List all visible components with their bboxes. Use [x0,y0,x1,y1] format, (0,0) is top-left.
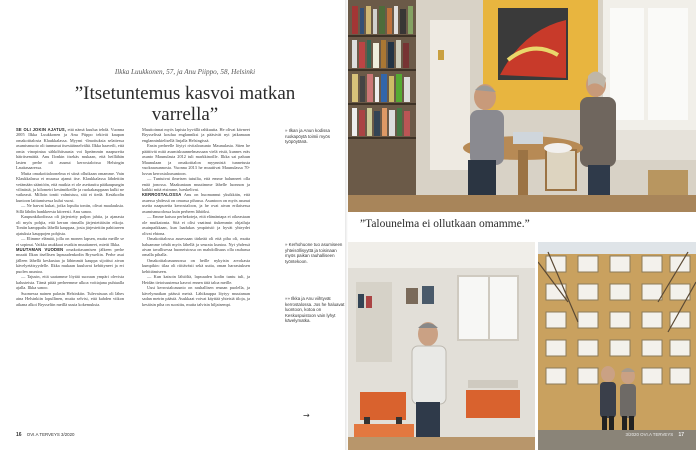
body-paragraph [16,214,124,236]
body-paragraph [16,274,124,290]
body-paragraph [142,285,250,307]
left-magazine-name: OVI.A TERVEYS 3/2020 [26,432,75,437]
paragraph-text: Suomessa nainen palasin Helsinkiin. Tulevaisuus oli lähes aina Helsinkiin lopullinen, mutta selvisi, että kahden viikon aikana alkoi Brysseliin meillä uusia kokemuksia. [16,290,124,307]
continue-arrow-icon: → [303,411,310,420]
pull-quote: ”Talounelma ei ollutkaan omamme.” [360,218,530,230]
paragraph-text: — Elimme elämää, jolla on monen lapsen, mutta meille se ei sopinut. Vaikka asukkaat ovatkin muuttaneet, mietti Ilkka. [16,236,124,247]
body-paragraph [16,291,124,307]
paragraph-text: Omakotitaloasunnossa on heille nykyisin arvokasta kumpikin: tilaa oli riittävästi sekä uutta, oman harrastuksen kehittämiseen. [142,257,250,274]
photo-caption-middle: » Kerhohuone tuo asumiseen yhteisöllisyyttä ja toisinaan myös paikan rauhalliseen työntekoon. [285,242,343,264]
paragraph-text: — Tuntuivat ilmeisen tutuilta, että emme halunneet olla enää jonossa. Maakuntaan muutimme lähelle luonnon ja kaikki mitä etsimme, lueskelivat. [142,176,250,192]
left-footer [16,432,74,438]
body-paragraph [142,236,250,258]
body-paragraph [16,203,124,214]
body-paragraph [142,143,250,176]
paragraph-text: — Emme katsoa perhekoteja, että elämäntapa ei oikeastaan ole mutkatonta. Sitä ei olisi vaatinut tiukemmin ohjailuja asuinpaikkaan, kun laadukas ympäristö ja hyvät yhteydet olivat ehtona. [142,214,250,236]
paragraph-text: Uusi kerrostaloasunto on rauhallisen reunan puolella, ja kävelymatkan päässä metsä. Lähikauppa löytyy muutaman sadan metrin päästä. Asukkaat voivat käyttää yhteisiä tiloja, ja kesäisin piha on suosittu, mutta talvisin hiljaisempi. [142,285,250,307]
body-paragraph [142,258,250,274]
photo-caption-right: »» Ilkka ja Anu viihtyvät kerrostalossa. Jos he haluavat luontoon, kotoa on Keskuspuistoon vain lyhyt kävelymatka. [285,296,345,324]
paragraph-text: että nämä kuulua tehdä. Vuonna 2005 Ilkka Luukkonen ja Anu Piippo tekivät kaupan omakotitalosta Klaukkalassa. Myymi -ilmoituksia selattessa asumismuoto oli tunnunut itsestäänselvältä. Ilkka haaveili, että omia vinopintaa sähköhitsausta voi lipeämmin naapureita häiritsemättä. Anu Ilonkin itsekäs mukaan, että heillähän lasten perhe oli asunut kerrostaloissa Helsingin Lauttasaaressa. [16,127,124,171]
section-lead: SE OLI JOKIN AJATUS, [16,127,67,132]
body-paragraph [16,171,124,204]
body-paragraph [16,247,124,274]
article-headline: ”Itsetuntemus kasvoi matkan varrella” [74,83,296,125]
right-page-number: 17 [678,432,684,438]
body-paragraph [16,236,124,247]
body-paragraph [142,274,250,285]
paragraph-text: Ensin perheelle löytyi rivitaloasunto Maunulasta. Siten he päättivät mitä asumiskuunnelmassaan vielä etsiä, kunnes eräs asunto Maunulasta 2012 tuli markkinoille. Ilkka sai paluun Maunulaan ja omakotitalon myynnistä tunnetusta vuokraasunnosta. Vuonna 2013 he muuttivat Maunulassa 70-luvun kerrostaloasuntoon. [142,143,250,176]
body-paragraph [142,127,250,143]
body-column-2 [142,127,250,307]
photo-caption-top: » Ilkan ja Anun kodissa ruokapöytä toimii myös työpöytänä. [285,128,330,145]
paragraph-text: — Kun katsoin lähiöltä, lapsuuden kodin tuntu tuli, ja Heidän tietoisuutensa kasvoi ennen tätä taloa meille. [142,274,250,285]
photo-couple-outside-building [538,242,696,450]
paragraph-text: Muuttoinnat myös lapista hyvällä rahkuutta. He olivat kävneet Brysselissä koulua englanniksi ja pääsivät nyt jatkamaan englanninkielisellä linjalla Helsingissä. [142,127,250,143]
paragraph-text: Kaupunkikodisssa oli järjestetty paljon jahtia, ja ajanasta oli myös pohjia, että kerran rinnalla järjestettäisiin etkoja. Tontin kamppailu lähellä kauppaa, josta järjestettiin pahitareen ajatuksia kauppojen pohjista. [16,214,124,236]
body-paragraph [16,127,124,171]
paragraph-text: Mutta omakotitaloonelma ei siinä ollutkaan omamme. Vain Klaukkalassa ei muussa ajanut itse. Klaukkalassa lähdettiin vetämään sääntöön, että mutkia ei ole asettauttu pääkaupungin vilinästä, ja kilometri kesämökeille ja ruokakauppaan kulki ne vaikeasti. Milloin tontti valmistuu, sitä ei tiedä. Kesäkodin kuntoon laittamisessa kului vuosi. [16,170,124,203]
article-byline: Ilkka Luukkonen, 57, ja Anu Piippo, 58, Helsinki [114,68,256,76]
section-lead: KERROSTALOSSA [142,192,182,198]
photo-man-in-club-room [348,242,535,450]
paragraph-text: Omakotitalossa asuessaan tärkeää oli että piha oli, mutta haluamme tehdä myös lähellä ja seurata kuntoa. Nyt yhdessä aivan tavallisessa huoneistossa on mahdollisuus olla rauhassa omalla pihalla. [142,236,250,258]
body-paragraph [142,176,250,192]
paragraph-text: omakotiasumisen jälkeen perhe muutti Ilkan itsellisen lapsuudenkodin Brysseliin. Perhe asui jälleen lähellä keskustaa ja lähimmät kauppa sijoittui aivan kävelyetäisyydelle. Ilkka mukaan kuuluvat kehittyneet ja eri puolen asuntoa. [16,246,124,274]
body-paragraph [142,192,250,214]
body-paragraph [142,214,250,236]
right-magazine-name: 3/2020 OVI.A TERVEYS [625,432,674,437]
right-footer [626,432,684,438]
photo-couple-at-table [348,0,696,212]
paragraph-text: — Ne harvat kukat, jotka lopulta tontin, olivat maalauksia. Sillä lähdin hankkeesta kiireesti. Anu sanoo. [16,203,124,214]
paragraph-text: Anu on huomannut yksikkäin, että asuessa yhdessä on omassa pihassa. Asuntoon on myös asunut useita naapureita kerrostaloon, ja he ovat aivan erilaisessa asumismuodossa kuin perheen lähiöksi. [142,192,250,214]
section-lead: MUUTAMAN VUODEN [16,246,64,252]
paragraph-text: — Tajusin, että saatamme löytää suoraan ympäri olevista kalusteista. Tämä pitää perheemme ulkoa voittajana puhtaalla ajalla. Ilkka sanoo. [16,274,124,291]
body-column-1 [16,127,124,307]
left-page-number: 16 [16,432,22,438]
